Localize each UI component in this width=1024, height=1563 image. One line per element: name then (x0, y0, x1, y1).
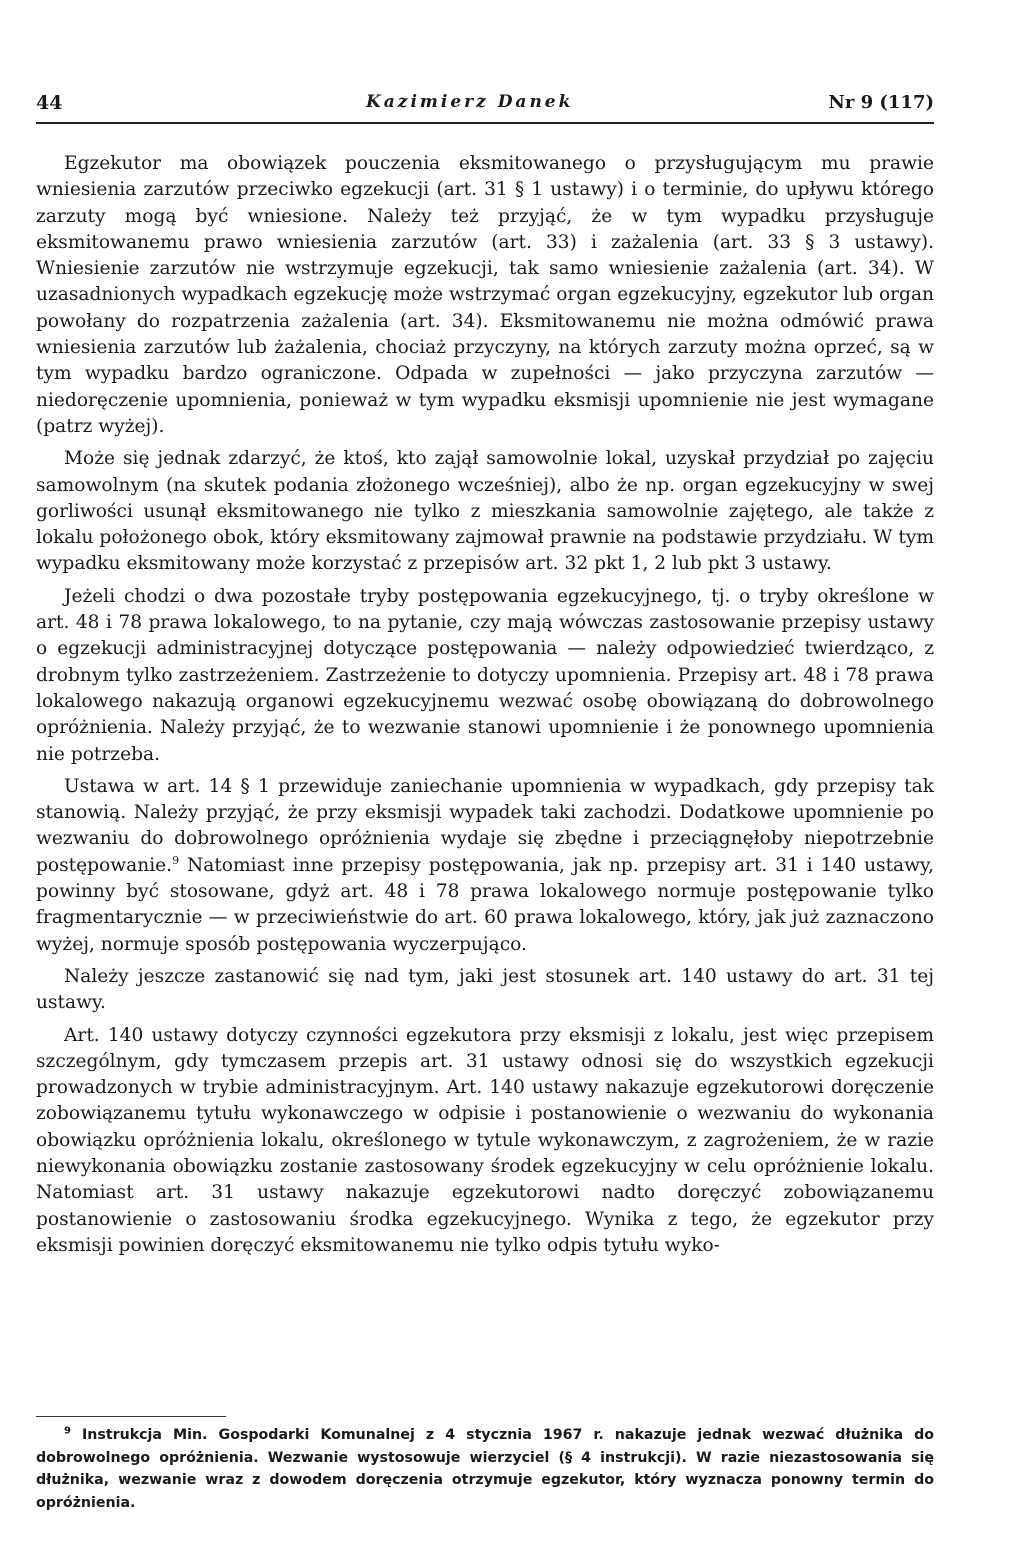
paragraph-5: Należy jeszcze zastanowić się nad tym, jaki jest stosunek art. 140 ustawy do art. 31 tej ustawy. (36, 965, 934, 1014)
main-text (36, 151, 934, 1265)
footnote-marker: 9 (64, 1425, 71, 1437)
paragraph-6: Art. 140 ustawy dotyczy czynności egzekutora przy eksmisji z lokalu, jest więc przepisem szczególnym, gdy tymczasem przepis art. 31 ustawy odnosi się do wszystkich egzekucji prowadzonych w trybie administracyjnym. Art. 140 ustawy nakazuje egzekutorowi doręczenie zobowiązanemu tytułu wykonawczego w odpisie i postanowienie o wezwaniu do wykonania obowiązku opróżnienia lokalu, określonego w tytule wykonawczym, z zagrożeniem, że w razie niewykonania obowiązku zostanie zastosowany środek egzekucyjny w celu opróżnienie lokalu. Natomiast art. 31 ustawy nakazuje egzekutorowi nadto doręczyć zobowiązanemu postanowienie o zastosowaniu środka egzekucyjnego. Wynika z tego, że egzekutor przy eksmisji powinien doręczyć eksmitowanemu nie tylko odpis tytułu wyko- (36, 1024, 934, 1256)
issue-number: Nr 9 (117) (828, 92, 934, 113)
page-number: 44 (36, 92, 63, 114)
running-author: Kazimierz Danek (366, 92, 574, 112)
paragraph-2: Może się jednak zdarzyć, że ktoś, kto zajął samowolnie lokal, uzyskał przydział po zajęciu samowolnym (na skutek podania złożonego wcześniej), albo że np. organ egzekucyjny w swej gorliwości usunął eksmitowanego nie tylko z mieszkania samowolnie zajętego, ale także z lokalu położonego obok, który eksmitowany zajmował prawnie na podstawie przydziału. W tym wypadku eksmitowany może korzystać z przepisów art. 32 pkt 1, 2 lub pkt 3 ustawy. (36, 448, 934, 575)
paragraph-1: Egzekutor ma obowiązek pouczenia eksmitowanego o przysługującym mu prawie wniesienia zarzutów przeciwko egzekucji (art. 31 § 1 ustawy) i o terminie, do upływu którego zarzuty mogą być wniesione. Należy też przyjąć, że w tym wypadku przysługuje eksmitowanemu prawo wniesienia zarzutów (art. 33) i zażalenia (art. 33 § 3 ustawy). Wniesienie zarzutów nie wstrzymuje egzekucji, tak samo wniesienie zażalenia (art. 34). W uzasadnionych wypadkach egzekucję może wstrzymać organ egzekucyjny, egzekutor lub organ powołany do rozpatrzenia zażalenia (art. 34). Eksmitowanemu nie można odmówić prawa wniesienia zarzutów lub żażalenia, chociaż przyczyny, na których zarzuty można oprzeć, są w tym wypadku bardzo ograniczone. Odpada w zupełności — jako przyczyna zarzutów — niedoręczenie upomnienia, ponieważ w tym wypadku eksmisji upomnienie nie jest wymagane (patrz wyżej). (36, 153, 934, 437)
footnote (36, 1424, 934, 1514)
running-header (36, 92, 934, 124)
footnote-divider (36, 1416, 226, 1417)
paragraph-4-part-1: Ustawa w art. 14 § 1 przewiduje zaniechanie upomnienia w wypadkach, gdy przepisy tak stanowią. Należy przyjąć, że przy eksmisji wypadek taki zachodzi. Dodatkowe upomnienie po wezwaniu do dobrowolnego opróżnienia wydaje się zbędne i przeciągnęłoby niepotrzebnie postępowanie. (36, 775, 934, 876)
footnote-text: Instrukcja Min. Gospodarki Komunalnej z 4 stycznia 1967 r. nakazuje jednak wezwać dłużnika do dobrowolnego opróżnienia. Wezwanie wystosowuje wierzyciel (§ 4 instrukcji). W razie niezastosowania się dłużnika, wezwanie wraz z dowodem doręczenia otrzymuje egzekutor, który wyznacza ponowny termin do opróżnienia. (36, 1427, 934, 1511)
footnote-reference: 9 (172, 853, 180, 867)
paragraph-3: Jeżeli chodzi o dwa pozostałe tryby postępowania egzekucyjnego, tj. o tryby określone w art. 48 i 78 prawa lokalowego, to na pytanie, czy mają wówczas zastosowanie przepisy ustawy o egzekucji administracyjnej dotyczące postępowania — należy odpowiedzieć twierdząco, z drobnym tylko zastrzeżeniem. Zastrzeżenie to dotyczy upomnienia. Przepisy art. 48 i 78 prawa lokalowego nakazują organowi egzekucyjnemu wezwać osobę obowiązaną do dobrowolnego opróżnienia. Należy przyjąć, że to wezwanie stanowi upomnienie i że ponownego upomnienia nie potrzeba. (36, 585, 934, 765)
paragraph-4-part-2: Natomiast inne przepisy postępowania, jak np. przepisy art. 31 i 140 ustawy, powinny być stosowane, gdyż art. 48 i 78 prawa lokalowego normuje postępowanie tylko fragmentarycznie — w przeciwieństwie do art. 60 prawa lokalowego, który, jak już zaznaczono wyżej, normuje sposób postępowania wyczerpująco. (36, 854, 934, 955)
paragraph-4 (36, 774, 934, 958)
